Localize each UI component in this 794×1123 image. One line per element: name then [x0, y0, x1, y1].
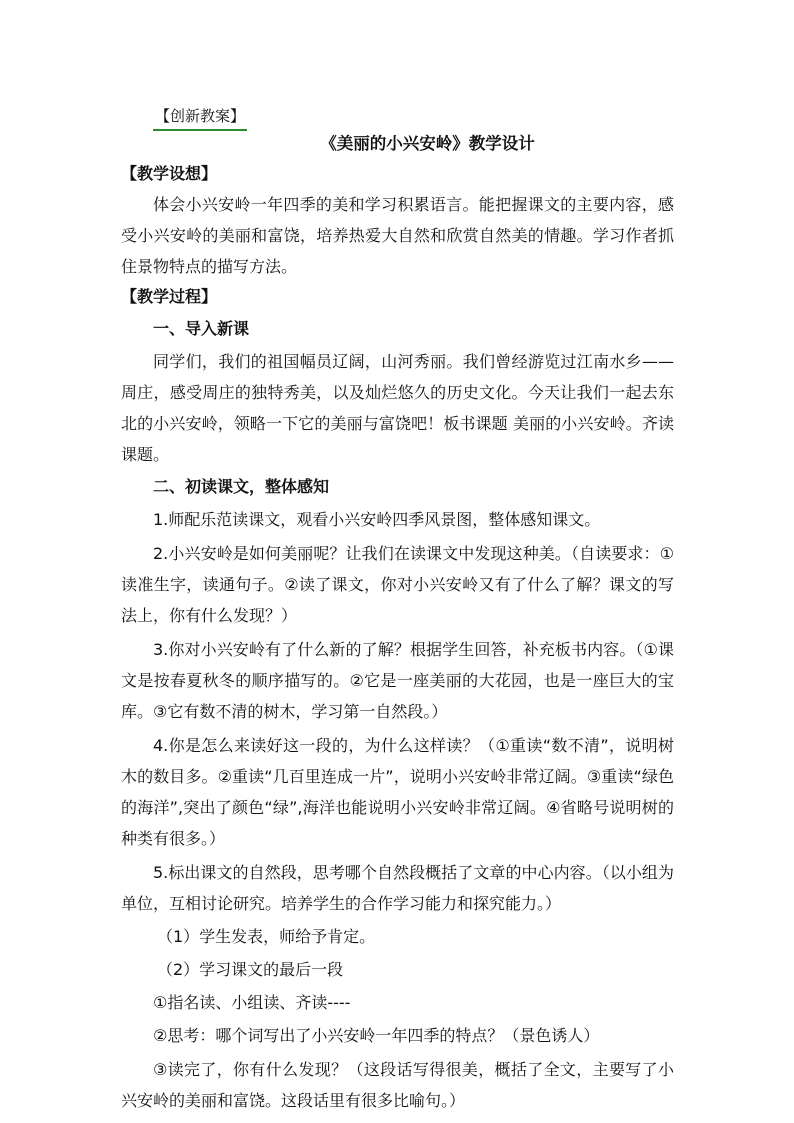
sub-item-2: （2）学习课文的最后一段	[157, 960, 344, 979]
circ-item-1: ①指名读、小组读、齐读----	[153, 993, 351, 1012]
step-4: 4.你是怎么来读好这一段的，为什么这样读？（①重读“数不清”，说明树木的数目多。②重读“几百里连成一片”，说明小兴安岭非常辽阔。③重读“绿色的海洋”,突出了颜色“绿”,海洋也能说明小兴安岭非常辽阔。④省略号说明树的种类有很多。）	[121, 736, 674, 848]
step-3: 3.你对小兴安岭有了什么新的了解？根据学生回答，补充板书内容。（①课文是按春夏秋冬的顺序描写的。②它是一座美丽的大花园，也是一座巨大的宝库。③它有数不清的树木，学习第一自然段。）	[121, 640, 674, 721]
step-2: 2.小兴安岭是如何美丽呢？让我们在读课文中发现这种美。（自读要求：①读准生字，读通句子。②读了课文，你对小兴安岭又有了什么了解？课文的写法上，你有什么发现？）	[121, 544, 674, 625]
part1-paragraph: 同学们，我们的祖国幅员辽阔，山河秀丽。我们曾经游览过江南水乡——周庄，感受周庄的独特秀美，以及灿烂悠久的历史文化。今天让我们一起去东北的小兴安岭，领略一下它的美丽与富饶吧！板书课题 美丽的小兴安岭。齐读课题。	[121, 352, 674, 464]
section-heading-process: 【教学过程】	[121, 287, 218, 306]
part2-title: 二、初读课文，整体感知	[153, 477, 330, 496]
step-1: 1.师配乐范读课文，观看小兴安岭四季风景图，整体感知课文。	[153, 510, 601, 529]
page-title: 《美丽的小兴安岭》教学设计	[320, 134, 535, 153]
part1-title: 一、导入新课	[153, 319, 250, 338]
circ-item-2: ②思考：哪个词写出了小兴安岭一年四季的特点？（景色诱人）	[153, 1026, 600, 1045]
idea-paragraph: 体会小兴安岭一年四季的美和学习积累语言。能把握课文的主要内容，感受小兴安岭的美丽和富饶，培养热爱大自然和欣赏自然美的情趣。学习作者抓住景物特点的描写方法。	[121, 195, 674, 276]
step-5: 5.标出课文的自然段，思考哪个自然段概括了文章的中心内容。（以小组为单位，互相讨论研究。培养学生的合作学习能力和探究能力。）	[121, 863, 674, 913]
document-content	[121, 100, 674, 1116]
section-heading-idea: 【教学设想】	[121, 164, 218, 183]
circ-item-3: ③读完了，你有什么发现？（这段话写得很美，概括了全文，主要写了小兴安岭的美丽和富饶。这段话里有很多比喻句。）	[121, 1060, 674, 1110]
sub-item-1: （1）学生发表，师给予肯定。	[157, 927, 376, 946]
innovation-tag: 【创新教案】	[153, 103, 247, 131]
